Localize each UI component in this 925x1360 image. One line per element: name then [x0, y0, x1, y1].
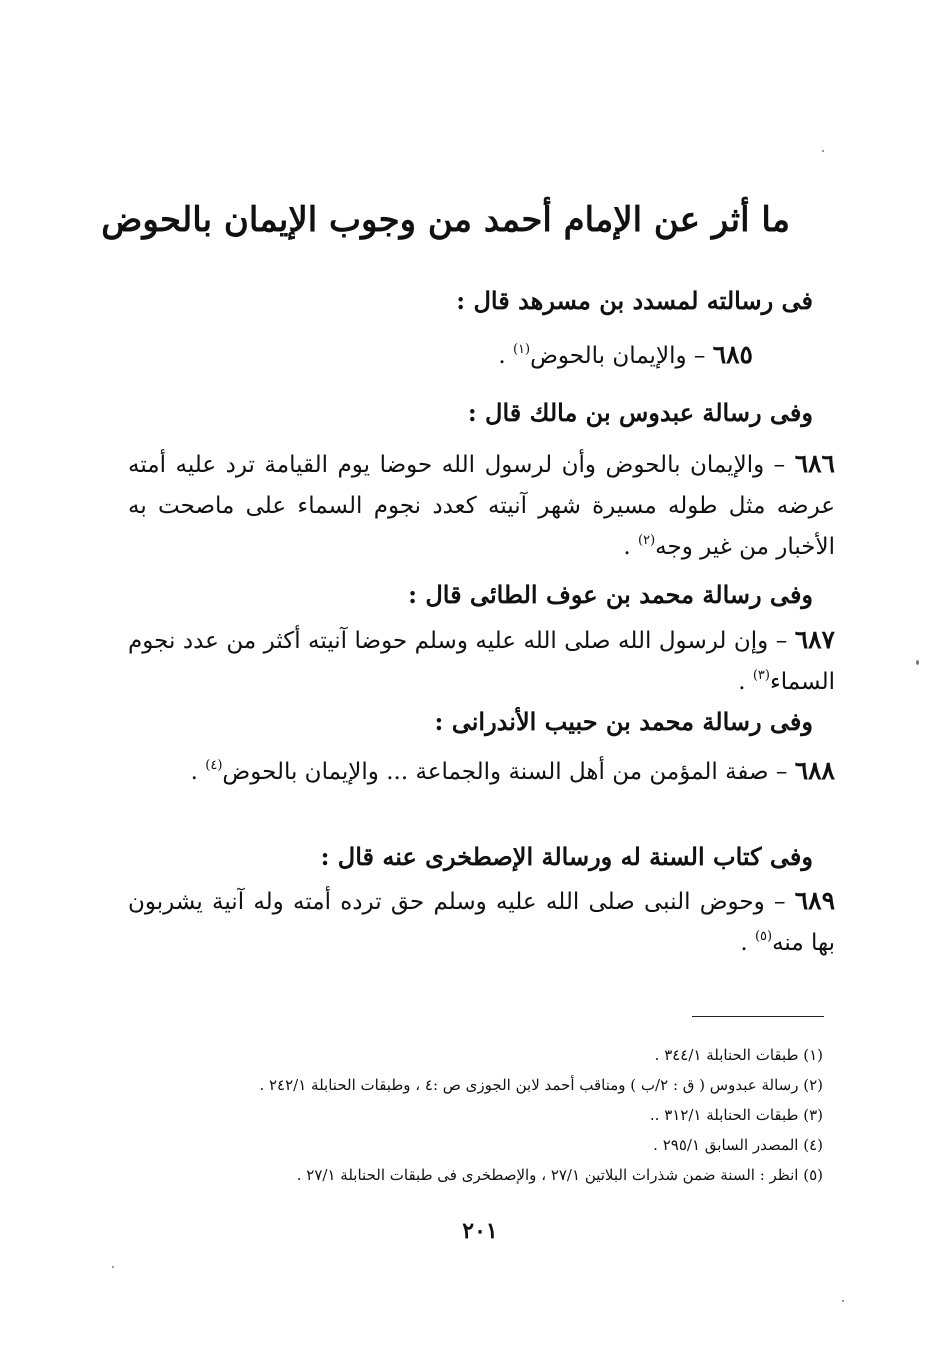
paragraph — [128, 619, 835, 703]
paragraph-end: . — [190, 759, 206, 785]
paragraph-end: . — [738, 669, 753, 695]
footnote-item: (٢) رسالة عبدوس ( ق : ٢/ب ) ومناقب أحمد لابن الجوزى ص :٤ ، وطبقات الحنابلة ٢٤٢/١ . — [259, 1076, 823, 1094]
paragraph-text: – وإن لرسول الله صلى الله عليه وسلم حوضا آنيته أكثر من عدد نجوم السماء — [128, 628, 835, 695]
footnote-divider — [692, 1016, 824, 1017]
scan-speck — [916, 660, 919, 665]
scan-speck — [112, 1266, 114, 1268]
paragraph — [128, 443, 835, 568]
section-heading: وفى رسالة محمد بن عوف الطائى قال : — [408, 580, 813, 609]
paragraph — [128, 880, 835, 964]
scan-speck — [822, 150, 824, 152]
footnote-item: (١) طبقات الحنابلة ٣٤٤/١ . — [654, 1046, 823, 1064]
footnote-item: (٤) المصدر السابق ٢٩٥/١ . — [653, 1136, 823, 1154]
paragraph-text: – والإيمان بالحوض وأن لرسول الله حوضا يوم القيامة ترد عليه أمته عرضه مثل طوله مسيرة شهر آنيته كعدد نجوم السماء على ماصحت به الأخبار من غير وجه — [128, 452, 835, 560]
paragraph-text: – والإيمان بالحوض — [530, 343, 706, 369]
section-heading: وفى رسالة محمد بن حبيب الأندرانى : — [434, 707, 813, 736]
paragraph-end: . — [623, 534, 638, 560]
footnote-ref: (٣) — [752, 668, 770, 683]
section-heading: فى رسالته لمسدد بن مسرهد قال : — [456, 286, 813, 315]
item-number: ٦٨٨ — [794, 756, 835, 785]
paragraph-end: . — [498, 343, 513, 369]
item-number: ٦٨٦ — [794, 449, 835, 478]
paragraph-text: – صفة المؤمن من أهل السنة والجماعة ... والإيمان بالحوض — [222, 759, 788, 785]
section-heading: وفى رسالة عبدوس بن مالك قال : — [467, 398, 813, 427]
item-number: ٦٨٩ — [794, 886, 836, 915]
paragraph — [128, 334, 753, 377]
footnote-item: (٣) طبقات الحنابلة ٣١٢/١ .. — [649, 1106, 823, 1124]
item-number: ٦٨٧ — [794, 625, 835, 654]
paragraph-end: . — [740, 930, 755, 956]
footnotes — [120, 1040, 823, 1190]
scan-speck — [842, 1300, 844, 1302]
paragraph — [128, 750, 835, 793]
paragraph-text: – وحوض النبى صلى الله عليه وسلم حق ترده أمته وله آنية يشربون بها منه — [128, 889, 835, 956]
footnote-ref: (٢) — [638, 533, 656, 548]
footnote-ref: (١) — [512, 342, 531, 357]
item-number: ٦٨٥ — [712, 340, 753, 369]
section-heading: وفى كتاب السنة له ورسالة الإصطخرى عنه قال : — [320, 842, 813, 871]
page-number: ٢٠١ — [462, 1218, 498, 1244]
footnote-item: (٥) انظر : السنة ضمن شذرات البلاتين ٢٧/١ ، والإصطخرى فى طبقات الحنابلة ٢٧/١ . — [296, 1166, 823, 1184]
footnote-ref: (٤) — [205, 758, 223, 773]
footnote-ref: (٥) — [754, 929, 773, 944]
page-title: ما أثر عن الإمام أحمد من وجوب الإيمان بالحوض — [101, 200, 790, 240]
